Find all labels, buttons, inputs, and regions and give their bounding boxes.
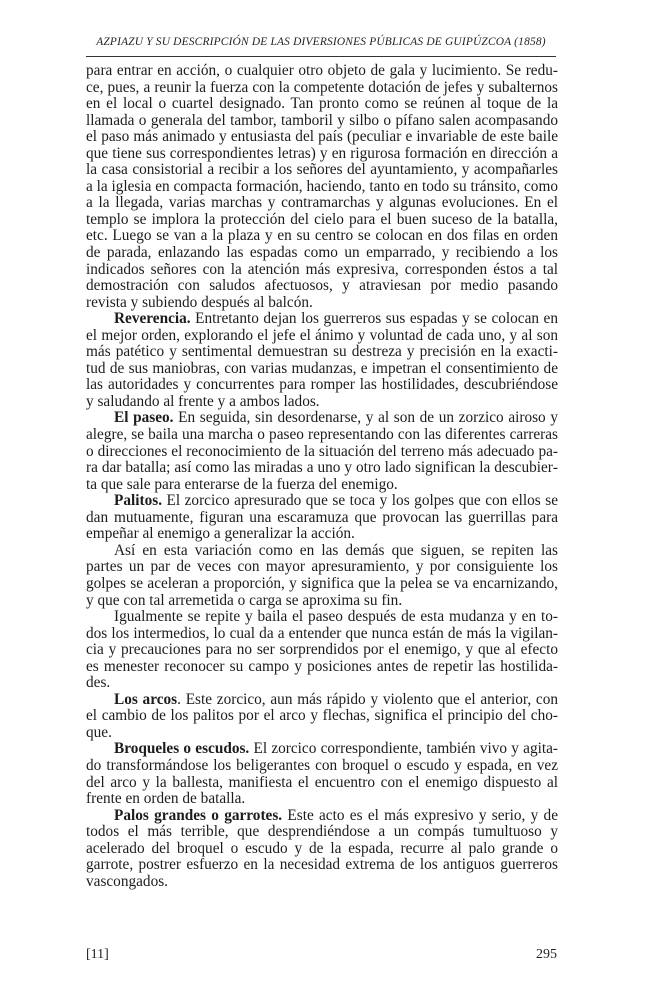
footnote-ref: [11] (86, 947, 109, 962)
paragraph-text: . Este zorcico, aun más rápido y violento que el anterior, con el cambio de los palitos por el arco y flechas, significa el principio del choque. (86, 690, 559, 741)
paragraph-text: Igualmente se repite y baila el paseo después de esta mudanza y en todos los intermedios, lo cual da a entender que nunca están de más la vigilancia y precauciones para no ser sorprendidos por el enemigo, y que al efecto es menester reconocer su campo y posiciones antes de repetir las hostilidades. (86, 608, 558, 692)
paragraph (86, 311, 558, 410)
paragraph-text: Entretanto dejan los guerreros sus espadas y se colocan en el mejor orden, explorando el jefe el ánimo y voluntad de cada uno, y al son más patético y sentimental demuestran su destreza y precisión en la exactitud de sus maniobras, con varias mudanzas, e impetran el consentimiento de las autoridades y concurrentes para romper las hostilidades, descubriéndose y saludando al frente y a ambos lados. (86, 310, 558, 410)
paragraph-text: El zorcico apresurado que se toca y los golpes que con ellos se dan mutuamente, figuran una escaramuza que provocan las guerrillas para empeñar al enemigo a generalizar la acción. (86, 492, 558, 543)
paragraph (86, 741, 558, 807)
paragraph (86, 63, 558, 311)
header-rule (86, 56, 556, 57)
section-heading: Los arcos (114, 690, 178, 708)
paragraph-text: Este acto es el más expresivo y serio, y de todos el más terrible, que desprendiéndose a un compás tumultuoso y acelerado del broquel o escudo y de la espada, recurre al palo grande o garrote, postrer esfuerzo en la necesidad extrema de los antiguos guerreros vascongados. (86, 806, 558, 890)
section-heading: Palitos. (114, 492, 163, 510)
section-heading: Reverencia. (114, 310, 191, 328)
paragraph-text: para entrar en acción, o cualquier otro objeto de gala y lucimiento. Se reduce, pues, a reunir la fuerza con la competente dotación de jefes y subalternos en el local o cuartel designado. Tan pronto como se reúnen al toque de la llamada o generala del tambor, tamboril y silbo o pífano salen acompasando el paso más animado y entusiasta del país (peculiar e invariable de este baile que tiene sus correspondientes letras) y en rigurosa formación en dirección a la casa consistorial a recibir a los señores del ayuntamiento, y acompañarles a la iglesia en compacta formación, haciendo, tanto en todo su tránsito, como a la llegada, varias marchas y contramarchas y algunas evoluciones. En el templo se implora la protección del cielo para el buen suceso de la batalla, etc. Luego se van a la plaza y en su centro se colocan en dos filas en orden de parada, enlazando las espadas como un emparrado, y recibiendo a los indicados señores con la atención más expresiva, corresponden éstos a tal demostración con saludos afectuosos, y atraviesan por medio pasando revista y subiendo después al balcón. (86, 62, 558, 311)
paragraph (86, 493, 558, 543)
paragraph-text: El zorcico correspondiente, también vivo y agitado transformándose los beligerantes con broquel o escudo y espada, en vez del arco y la ballesta, manifiesta el encuentro con el enemigo dispuesto al frente en orden de batalla. (86, 740, 558, 808)
section-heading: Broqueles o escudos. (114, 740, 250, 758)
paragraph (86, 808, 558, 891)
section-heading: El paseo. (114, 409, 174, 427)
paragraph (86, 410, 558, 493)
running-head: AZPIAZU Y SU DESCRIPCIÓN DE LAS DIVERSIONES PÚBLICAS DE GUIPÚZCOA (1858) (96, 36, 546, 48)
paragraph (86, 543, 558, 609)
section-heading: Palos grandes o garrotes. (114, 806, 283, 824)
paragraph (86, 692, 558, 742)
page-number: 295 (536, 947, 557, 962)
paragraph-text: Así en esta variación como en las demás que siguen, se repiten las partes un par de veces con mayor apresuramiento, y por consiguiente los golpes se aceleran a proporción, y significa que la pelea se va encarnizando, y que con tal arremetida o carga se aproxima su fin. (86, 541, 558, 609)
body-text (86, 63, 558, 890)
paragraph (86, 609, 558, 692)
paragraph-text: En seguida, sin desordenarse, y al son de un zorzico airoso y alegre, se baila una marcha o paseo representando con las diferentes carreras o direcciones el reconocimiento de la situación del terreno más adecuado para dar batalla; así como las miradas a uno y otro lado significan la descubierta que sale para enterarse de la fuerza del enemigo. (86, 409, 559, 493)
